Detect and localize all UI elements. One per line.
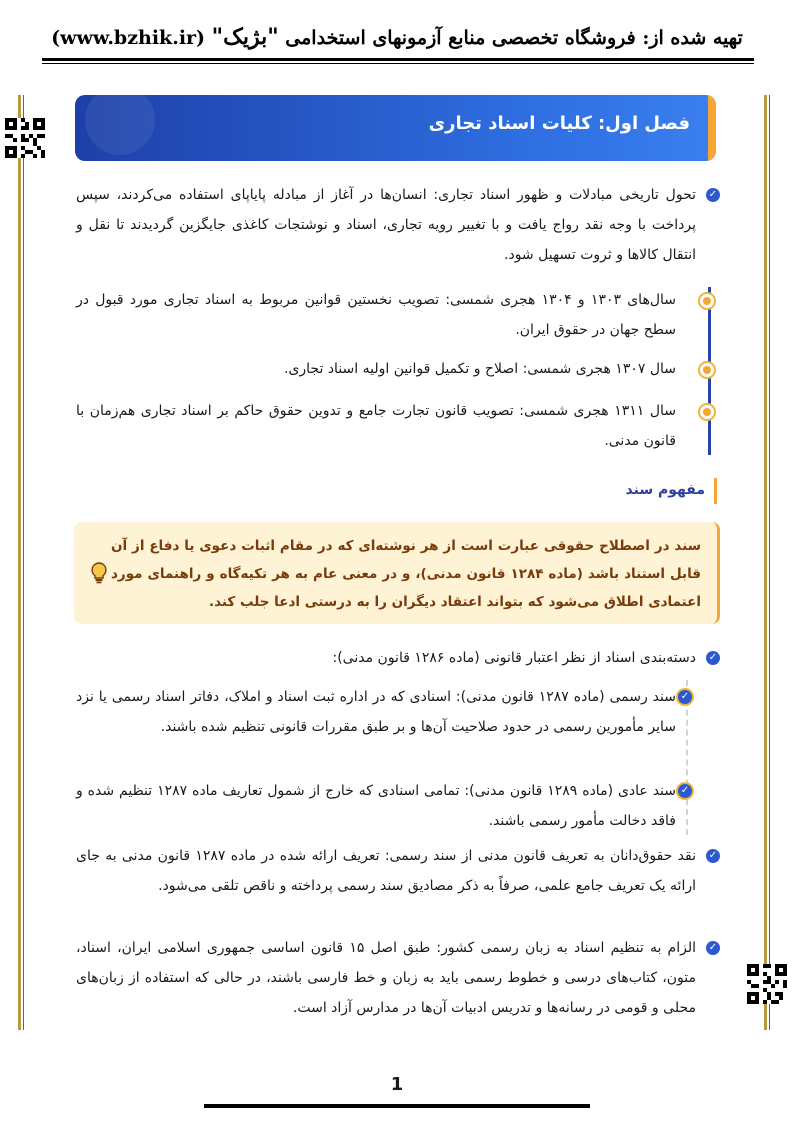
right-border xyxy=(764,95,767,1030)
qr-code-icon[interactable] xyxy=(5,118,45,158)
page-header xyxy=(40,24,754,50)
qr-code-icon[interactable] xyxy=(747,964,787,1004)
left-border xyxy=(18,95,21,1030)
check-icon: ✓ xyxy=(678,784,692,798)
definition-callout xyxy=(74,522,720,624)
timeline-item: سال ۱۳۰۷ هجری شمسی: اصلاح و تکمیل قوانین اولیه اسناد تجاری. xyxy=(284,361,676,377)
header-prefix: تهیه شده از: فروشگاه تخصصی منابع آزمونهای استخدامی xyxy=(285,27,743,49)
chapter-banner xyxy=(75,95,716,161)
footer-rule xyxy=(204,1104,590,1108)
sub-item-official: سند رسمی (ماده ۱۲۸۷ قانون مدنی): اسنادی که در اداره ثبت اسناد و املاک، دفاتر اسناد رسمی یا نزد سایر مأمورین رسمی در حدود صلاحیت آن‌ها و بر طبق مقررات قانونی تنظیم شده باشند. xyxy=(76,689,676,735)
lightbulb-icon xyxy=(90,562,108,584)
header-rule xyxy=(42,58,754,61)
timeline-dot-icon xyxy=(698,361,716,379)
banner-accent xyxy=(708,95,716,161)
sub-item-ordinary: سند عادی (ماده ۱۲۸۹ قانون مدنی): تمامی اسنادی که خارج از شمول تعاریف ماده ۱۲۸۷ تنظیم شده و فاقد دخالت مأمور رسمی باشند. xyxy=(76,783,676,829)
check-icon: ✓ xyxy=(706,651,720,665)
language-paragraph: الزام به تنظیم اسناد به زبان رسمی کشور: طبق اصل ۱۵ قانون اساسی جمهوری اسلامی ایران، اسناد، متون، کتاب‌های درسی و خطوط رسمی باید به زبان و خط فارسی باشند، در حالی که استفاده از زبان‌های محلی و قومی در رسانه‌ها و تدریس ادبیات آن‌ها در مدارس آزاد است. xyxy=(76,940,696,1016)
chapter-title: فصل اول: کلیات اسناد تجاری xyxy=(428,113,690,134)
timeline-dot-icon xyxy=(698,403,716,421)
critique-paragraph: نقد حقوق‌دانان به تعریف قانون مدنی از سند رسمی: تعریف ارائه شده در ماده ۱۲۸۷ قانون مدنی به جای ارائه یک تعریف جامع علمی، صرفاً به ذکر مصادیق سند رسمی پرداخته و ناقص تلقی می‌شود. xyxy=(76,848,696,894)
intro-paragraph: تحول تاریخی مبادلات و ظهور اسناد تجاری: انسان‌ها در آغاز از مبادله پایاپای استفاده می‌کردند، سپس پرداخت با وجه نقد رواج یافت و با تغییر رویه تجاری، اسناد و نوشتجات کاغذی جایگزین گردیدند تا نقل و انتقال کالاها و ثروت تسهیل شود. xyxy=(76,187,696,263)
banner-decoration xyxy=(85,95,155,155)
header-rule-thin xyxy=(42,63,754,64)
check-icon: ✓ xyxy=(706,188,720,202)
check-icon: ✓ xyxy=(706,941,720,955)
classification-heading: دسته‌بندی اسناد از نظر اعتبار قانونی (ماده ۱۲۸۶ قانون مدنی): xyxy=(332,650,696,666)
check-icon: ✓ xyxy=(678,690,692,704)
header-site-link[interactable]: (www.bzhik.ir) xyxy=(51,27,206,49)
header-brand: "بژیک" xyxy=(211,24,279,50)
timeline-item: سال ۱۳۱۱ هجری شمسی: تصویب قانون تجارت جامع و تدوین حقوق حاکم بر اسناد تجاری هم‌زمان با قانون مدنی. xyxy=(76,403,676,449)
page-number: 1 xyxy=(390,1074,404,1095)
timeline-dot-icon xyxy=(698,292,716,310)
section-title: مفهوم سند xyxy=(625,482,705,498)
check-icon: ✓ xyxy=(706,849,720,863)
section-title-bar xyxy=(714,478,717,504)
callout-text: سند در اصطلاح حقوقی عبارت است از هر نوشته‌ای که در مقام اثبات دعوی یا دفاع از آن قابل استناد باشد (ماده ۱۲۸۴ قانون مدنی)، و در معنی عام به هر تکیه‌گاه و راهنمای مورد اعتمادی اطلاق می‌شود که بتواند اعتقاد دیگران را به درستی ادعا جلب کند. xyxy=(111,538,701,610)
timeline-item: سال‌های ۱۳۰۳ و ۱۳۰۴ هجری شمسی: تصویب نخستین قوانین مربوط به اسناد تجاری مورد قبول در سطح جهان در حقوق ایران. xyxy=(76,292,677,338)
